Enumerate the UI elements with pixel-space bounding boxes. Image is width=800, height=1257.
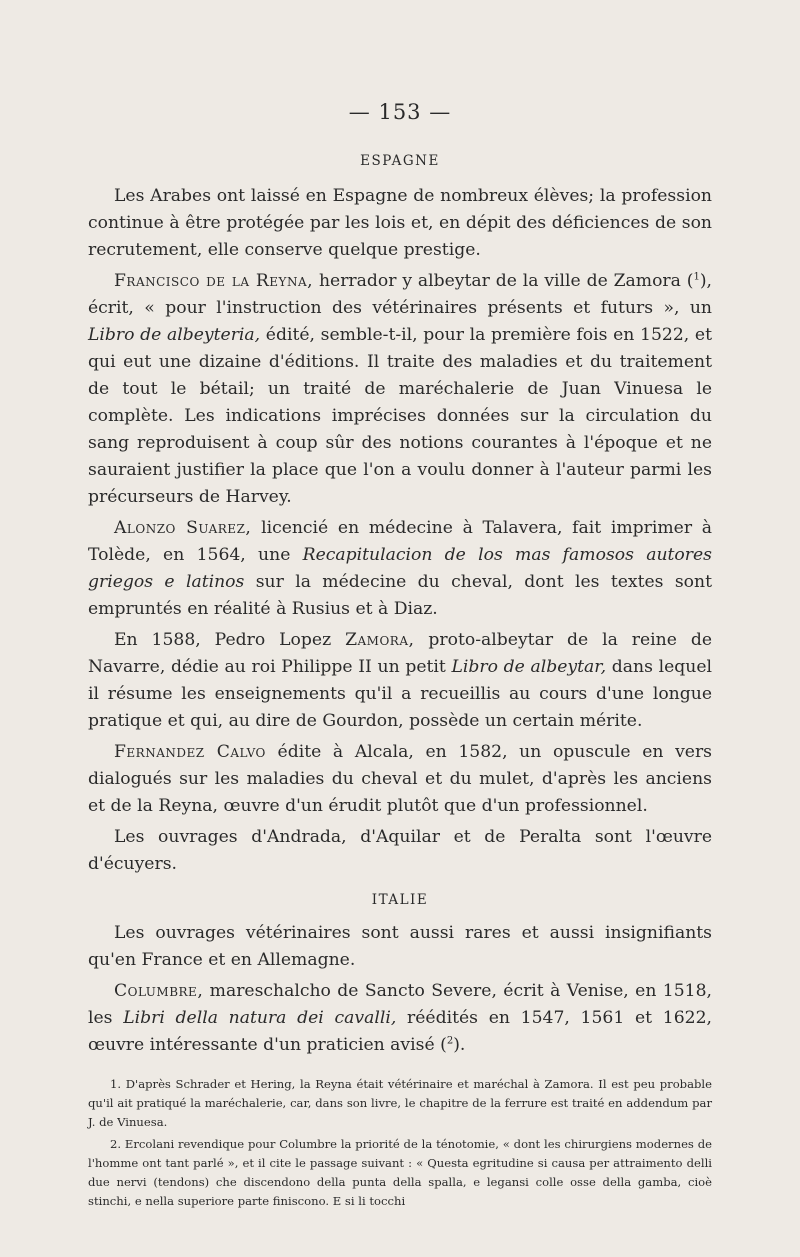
paragraph-text: licencié en médecine à Talavera, fait imprimer à Tolède, en 1564, une — [88, 518, 712, 565]
paragraph-text: ), écrit, « pour l'instruction des vétérinaires présents et futurs », un — [88, 271, 712, 318]
paragraph-text: Les ouvrages vétérinaires sont aussi rares et aussi insignifiants qu'en France et en Allemagne. — [88, 923, 712, 970]
paragraph-rares — [88, 920, 712, 974]
section-heading-espagne: ESPAGNE — [360, 153, 440, 169]
paragraph-arabes — [88, 183, 712, 264]
paragraph-calvo — [88, 739, 712, 820]
footnotes — [88, 1075, 712, 1211]
book-title: Libro de albeyteria, — [88, 325, 261, 345]
paragraph-text: Les Arabes ont laissé en Espagne de nombreux élèves; la profession continue à être protégée par les lois et, en dépit des déficiences de son recrutement, elle conserve quelque prestige. — [88, 186, 712, 260]
page-number: — 153 — — [348, 100, 452, 124]
author-name: Alonzo Suarez, — [114, 518, 252, 538]
book-title: Libri della natura dei cavalli, — [123, 1008, 397, 1028]
paragraph-text: mareschalcho de Sancto Severe, écrit à Venise, en 1518, les — [88, 981, 712, 1028]
paragraph-reyna — [88, 268, 712, 511]
author-name: Fernandez Calvo — [114, 742, 266, 762]
author-name: Zamora, — [345, 630, 415, 650]
paragraph-suarez — [88, 515, 712, 623]
paragraph-text: ). — [453, 1035, 466, 1055]
paragraph-text: En 1588, Pedro Lopez — [114, 630, 346, 650]
main-text — [88, 145, 712, 1214]
book-title: Libro de albeytar, — [451, 657, 607, 677]
book-title: Recapitulacion de los mas famosos autores griegos e latinos — [88, 545, 712, 592]
paragraph-text: réédités en 1547, 1561 et 1622, œuvre intéressante d'un praticien avisé ( — [88, 1008, 713, 1055]
paragraph-text: dans lequel il résume les enseignements qu'il a recueillis au cours d'une longue pratique et qui, au dire de Gourdon, possède un certain mérite. — [88, 657, 712, 731]
paragraph-text: édité, semble-t-il, pour la première fois en 1522, et qui eut une dizaine d'éditions. Il traite des maladies et du traitement de tout le bétail; un traité de maréchalerie de Juan Vinuesa le complète. Les indications imprécises données sur la circulation du sang reproduisent à coup sûr des notions courantes à l'époque et ne sauraient justifier la place que l'on a voulu donner à l'auteur parmi les précurseurs de Harvey. — [88, 325, 712, 507]
paragraph-text: édite à Alcala, en 1582, un opuscule en vers dialogués sur les maladies du cheval et du mulet, d'après les anciens et de la Reyna, œuvre d'un érudit plutôt que d'un professionnel. — [88, 742, 712, 816]
footnote-2: 2. Ercolani revendique pour Columbre la priorité de la ténotomie, « dont les chirurgiens modernes de l'homme ont tant parlé », et il cite le passage suivant : « Questa egritudine si causa per attraimento delli due nervi (tendons) che discendono della punta della spalla, e legansi colle osse della gamba, cioè stinchi, e nella superiore parte finiscono. E si li tocchi — [88, 1137, 712, 1208]
paragraph-ecuyers — [88, 824, 712, 878]
footnote-1: 1. D'après Schrader et Hering, la Reyna était vétérinaire et maréchal à Zamora. Il est peu probable qu'il ait pratiqué la maréchalerie, car, dans son livre, le chapitre de la ferrure est traité en addendum par J. de Vinuesa. — [88, 1077, 712, 1129]
footnote-ref[interactable]: 2 — [446, 1035, 454, 1047]
paragraph-text: herrador y albeytar de la ville de Zamora ( — [313, 271, 694, 291]
paragraph-text: proto-albeytar de la reine de Navarre, dédie au roi Philippe II un petit — [88, 630, 712, 677]
paragraph-columbre — [88, 978, 712, 1059]
footnote-ref[interactable]: 1 — [693, 271, 700, 283]
paragraph-text: sur la médecine du cheval, dont les textes sont empruntés en réalité à Rusius et à Diaz. — [88, 572, 713, 619]
paragraph-zamora — [88, 627, 712, 735]
author-name: Francisco de la Reyna, — [114, 271, 314, 291]
author-name: Columbre, — [114, 981, 204, 1001]
section-heading-italie: ITALIE — [371, 892, 429, 908]
paragraph-text: Les ouvrages d'Andrada, d'Aquilar et de Peralta sont l'œuvre d'écuyers. — [88, 827, 712, 874]
